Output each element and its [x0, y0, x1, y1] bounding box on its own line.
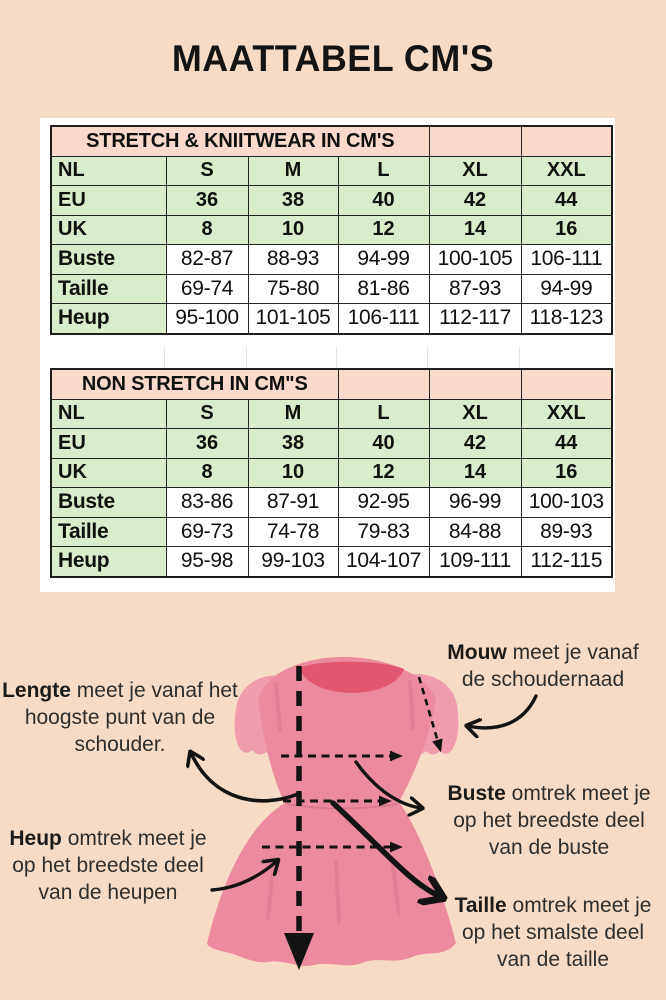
row-label-cell: EU — [51, 429, 166, 459]
size-cell: L — [338, 399, 429, 429]
eu-row — [51, 186, 612, 216]
value-cell: 42 — [429, 186, 521, 216]
size-cell: L — [338, 156, 429, 186]
value-cell: 40 — [338, 186, 429, 216]
value-cell: 42 — [429, 429, 521, 459]
value-cell: 112-117 — [429, 304, 521, 334]
value-cell: 79-83 — [338, 517, 429, 547]
row-label-cell: Heup — [51, 547, 166, 577]
row-label-cell: UK — [51, 215, 166, 245]
size-cell: M — [248, 399, 338, 429]
annotation-label: Buste — [447, 782, 506, 805]
value-cell: 106-111 — [338, 304, 429, 334]
value-cell: 75-80 — [248, 274, 338, 304]
value-cell: 44 — [521, 429, 612, 459]
non-stretch-size-table — [50, 368, 613, 578]
annotation-label: Mouw — [447, 641, 507, 664]
value-cell: 89-93 — [521, 517, 612, 547]
value-cell: 38 — [248, 186, 338, 216]
value-cell: 14 — [429, 215, 521, 245]
annotation-taille — [446, 892, 660, 973]
empty-cell — [429, 126, 521, 156]
row-label-cell: Buste — [51, 245, 166, 275]
stretch-size-table — [50, 125, 613, 335]
size-cell: S — [166, 399, 248, 429]
value-cell: 14 — [429, 458, 521, 488]
uk-row — [51, 458, 612, 488]
value-cell: 10 — [248, 215, 338, 245]
value-cell: 84-88 — [429, 517, 521, 547]
row-label-cell: Buste — [51, 488, 166, 518]
annotation-text: meet je vanaf de schoudernaad — [461, 641, 639, 691]
value-cell: 36 — [166, 429, 248, 459]
value-cell: 99-103 — [248, 547, 338, 577]
annotation-lengte — [2, 677, 238, 758]
value-cell: 106-111 — [521, 245, 612, 275]
grid-line — [246, 347, 247, 368]
value-cell: 104-107 — [338, 547, 429, 577]
row-label-cell: Taille — [51, 274, 166, 304]
value-cell: 12 — [338, 458, 429, 488]
value-cell: 92-95 — [338, 488, 429, 518]
value-cell: 109-111 — [429, 547, 521, 577]
annotation-buste — [442, 780, 656, 861]
heup-row — [51, 304, 612, 334]
row-label-cell: NL — [51, 399, 166, 429]
value-cell: 82-87 — [166, 245, 248, 275]
size-header-row — [51, 156, 612, 186]
value-cell: 8 — [166, 215, 248, 245]
value-cell: 95-98 — [166, 547, 248, 577]
row-label-cell: EU — [51, 186, 166, 216]
size-cell: XL — [429, 156, 521, 186]
empty-cell — [521, 369, 612, 399]
row-label-cell: NL — [51, 156, 166, 186]
row-label-cell: Heup — [51, 304, 166, 334]
value-cell: 69-74 — [166, 274, 248, 304]
annotation-text: omtrek meet je op het breedste deel van de buste — [453, 782, 651, 859]
row-label-cell: UK — [51, 458, 166, 488]
heup-row — [51, 547, 612, 577]
value-cell: 69-73 — [166, 517, 248, 547]
annotation-heup — [2, 825, 214, 906]
taille-row — [51, 517, 612, 547]
annotation-label: Taille — [454, 894, 507, 917]
annotation-text: omtrek meet je op het smalste deel van de taille — [461, 894, 652, 971]
row-label-cell: Taille — [51, 517, 166, 547]
size-cell: XL — [429, 399, 521, 429]
table-title-row — [51, 126, 612, 156]
taille-row — [51, 274, 612, 304]
annotation-label: Lengte — [2, 679, 71, 702]
grid-line — [164, 347, 165, 368]
annotation-text: omtrek meet je op het breedste deel van de heupen — [12, 827, 207, 904]
empty-cell — [521, 126, 612, 156]
value-cell: 88-93 — [248, 245, 338, 275]
grid-line — [519, 347, 520, 368]
value-cell: 44 — [521, 186, 612, 216]
size-cell: M — [248, 156, 338, 186]
value-cell: 40 — [338, 429, 429, 459]
size-cell: XXL — [521, 399, 612, 429]
table-title-cell: NON STRETCH IN CM"S — [51, 369, 338, 399]
size-cell: S — [166, 156, 248, 186]
size-header-row — [51, 399, 612, 429]
page-title: MAATTABEL CM'S — [171, 38, 495, 79]
annotation-text: meet je vanaf het hoogste punt van de schouder. — [24, 679, 238, 756]
value-cell: 96-99 — [429, 488, 521, 518]
size-cell: XXL — [521, 156, 612, 186]
grid-line — [427, 347, 428, 368]
mouw-arrow — [468, 696, 536, 728]
empty-cell — [338, 369, 429, 399]
value-cell: 36 — [166, 186, 248, 216]
value-cell: 8 — [166, 458, 248, 488]
grid-line — [336, 347, 337, 368]
value-cell: 87-91 — [248, 488, 338, 518]
table-title-row — [51, 369, 612, 399]
value-cell: 118-123 — [521, 304, 612, 334]
eu-row — [51, 429, 612, 459]
value-cell: 16 — [521, 458, 612, 488]
value-cell: 101-105 — [248, 304, 338, 334]
uk-row — [51, 215, 612, 245]
table-title-cell: STRETCH & KNIITWEAR IN CM'S — [51, 126, 429, 156]
value-cell: 12 — [338, 215, 429, 245]
value-cell: 100-103 — [521, 488, 612, 518]
value-cell: 81-86 — [338, 274, 429, 304]
value-cell: 95-100 — [166, 304, 248, 334]
value-cell: 83-86 — [166, 488, 248, 518]
value-cell: 87-93 — [429, 274, 521, 304]
value-cell: 94-99 — [338, 245, 429, 275]
annotation-mouw — [442, 639, 644, 693]
empty-cell — [429, 369, 521, 399]
annotation-label: Heup — [9, 827, 62, 850]
value-cell: 74-78 — [248, 517, 338, 547]
value-cell: 38 — [248, 429, 338, 459]
value-cell: 100-105 — [429, 245, 521, 275]
value-cell: 112-115 — [521, 547, 612, 577]
buste-row — [51, 488, 612, 518]
value-cell: 16 — [521, 215, 612, 245]
buste-row — [51, 245, 612, 275]
value-cell: 10 — [248, 458, 338, 488]
value-cell: 94-99 — [521, 274, 612, 304]
